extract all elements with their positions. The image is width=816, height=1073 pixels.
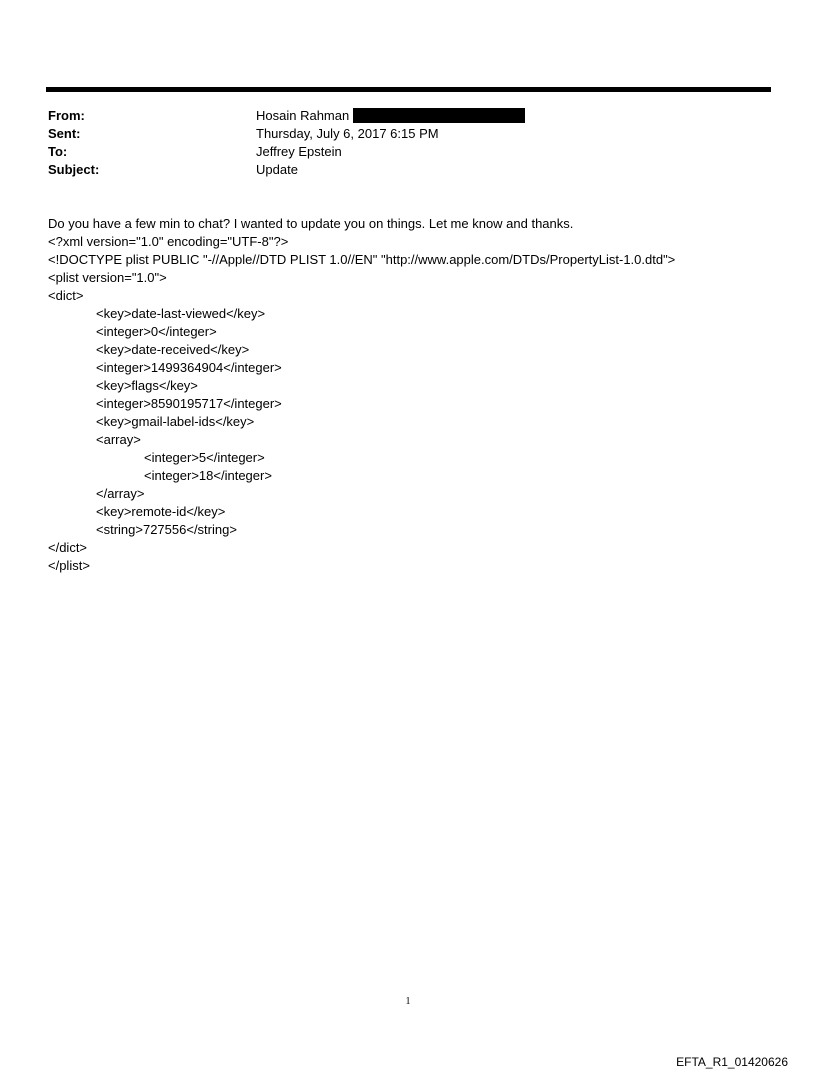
body-line: <integer>1499364904</integer> [96, 360, 282, 375]
body-line: <integer>8590195717</integer> [96, 396, 282, 411]
subject-value: Update [256, 162, 298, 177]
body-line: <?xml version="1.0" encoding="UTF-8"?> [48, 234, 289, 249]
sent-value: Thursday, July 6, 2017 6:15 PM [256, 126, 439, 141]
body-line: <!DOCTYPE plist PUBLIC "-//Apple//DTD PLIST 1.0//EN" "http://www.apple.com/DTDs/PropertyList-1.0.dtd"> [48, 252, 676, 267]
body-line: <integer>18</integer> [144, 468, 272, 483]
body-line: <string>727556</string> [96, 522, 237, 537]
document-id: EFTA_R1_01420626 [676, 1055, 788, 1069]
body-line: <key>date-last-viewed</key> [96, 306, 266, 321]
body-line: </plist> [48, 558, 90, 573]
body-line: Do you have a few min to chat? I wanted to update you on things. Let me know and thanks. [48, 216, 574, 231]
email-body [48, 215, 778, 575]
redaction-box [353, 108, 525, 123]
body-line: <key>gmail-label-ids</key> [96, 414, 255, 429]
from-value [256, 108, 525, 124]
body-line: <integer>5</integer> [144, 450, 265, 465]
body-line: <integer>0</integer> [96, 324, 217, 339]
sent-label: Sent: [48, 126, 81, 141]
body-line: <key>date-received</key> [96, 342, 250, 357]
body-line: <key>flags</key> [96, 378, 198, 393]
body-line: <key>remote-id</key> [96, 504, 226, 519]
body-line: </array> [96, 486, 145, 501]
subject-label: Subject: [48, 162, 100, 177]
to-label: To: [48, 144, 68, 159]
page-number: 1 [405, 996, 411, 1007]
to-value: Jeffrey Epstein [256, 144, 342, 159]
body-line: <dict> [48, 288, 84, 303]
from-label: From: [48, 108, 85, 123]
body-line: </dict> [48, 540, 88, 555]
sender-name: Hosain Rahman [256, 108, 350, 123]
body-line: <plist version="1.0"> [48, 270, 167, 285]
header-divider [46, 87, 771, 92]
body-line: <array> [96, 432, 141, 447]
